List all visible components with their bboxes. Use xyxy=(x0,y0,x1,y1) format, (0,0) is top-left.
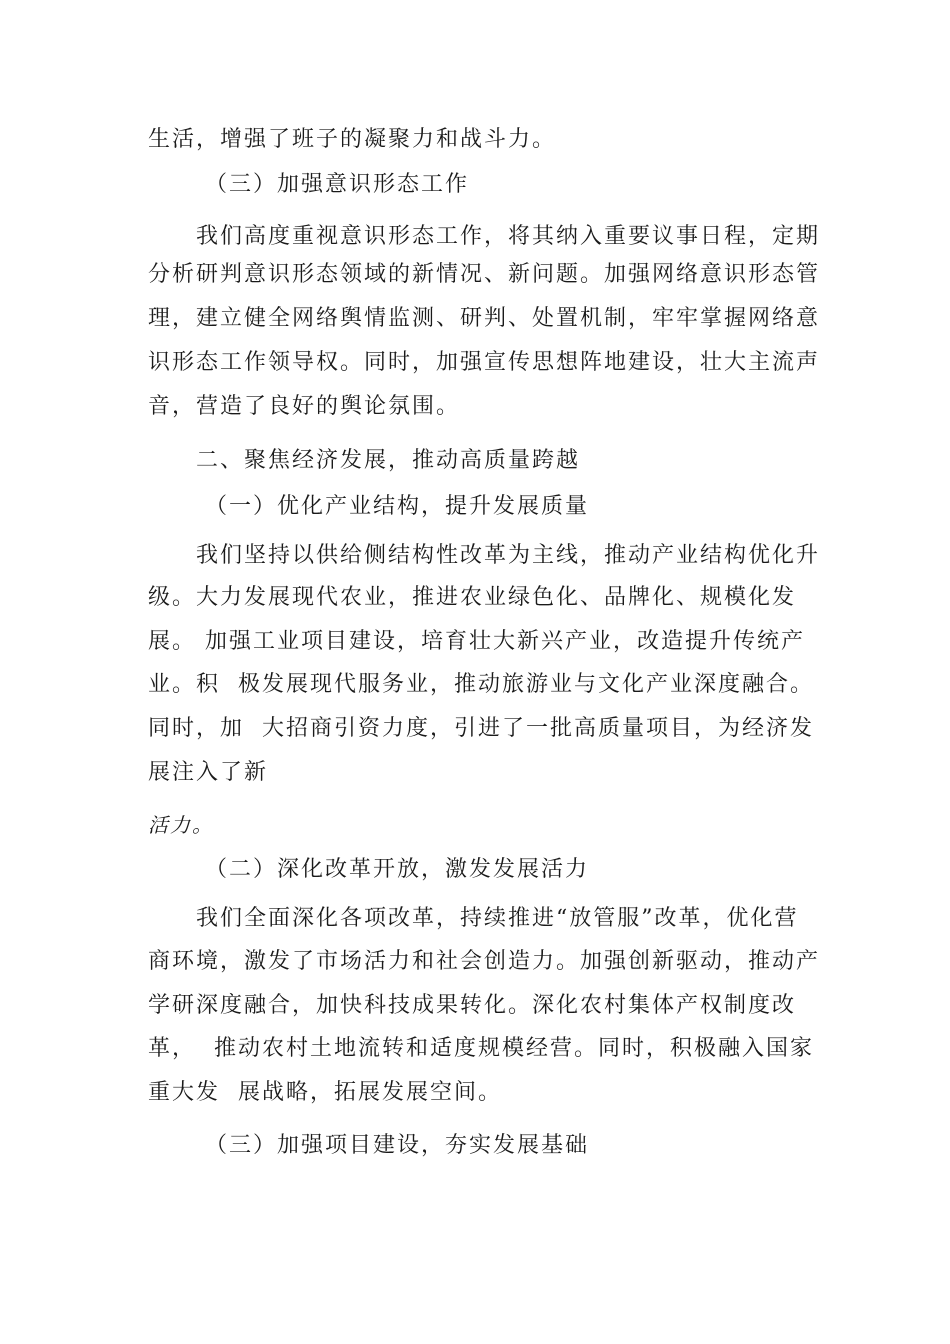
subheading-2: （二）深化改革开放，激发发展活力 xyxy=(205,857,590,882)
subheading-3: （三）加强意识形态工作 xyxy=(205,172,470,197)
section-heading-2: 二、聚焦经济发展，推动高质量跨越 xyxy=(196,448,581,473)
text-line-12: 展。 加强工业项目建设，培育壮大新兴产业，改造提升传统产 xyxy=(148,629,805,654)
text-line-3: 我们高度重视意识形态工作，将其纳入重要议事日程，定期 xyxy=(196,224,821,249)
text-line-4: 分析研判意识形态领域的新情况、新问题。加强网络意识形态管 xyxy=(148,262,821,287)
text-line-6: 识形态工作领导权。同时，加强宣传思想阵地建设，壮大主流声 xyxy=(148,350,821,375)
text-line-14: 同时，加 大招商引资力度，引进了一批高质量项目，为经济发 xyxy=(148,716,814,741)
text-line-18: 我们全面深化各项改革，持续推进“放管服”改革，优化营 xyxy=(196,906,799,931)
text-line-19: 商环境，激发了市场活力和社会创造力。加强创新驱动，推动产 xyxy=(148,949,821,974)
text-line-10: 我们坚持以供给侧结构性改革为主线，推动产业结构优化升 xyxy=(196,543,821,568)
subheading-3b: （三）加强项目建设，夯实发展基础 xyxy=(205,1133,590,1158)
text-line-1: 生活，增强了班子的凝聚力和战斗力。 xyxy=(148,127,557,152)
text-line-21: 革， 推动农村土地流转和适度规模经营。同时，积极融入国家 xyxy=(148,1036,814,1061)
text-line-16: 活力。 xyxy=(148,813,214,837)
text-line-11: 级。大力发展现代农业，推进农业绿色化、品牌化、规模化发 xyxy=(148,585,797,610)
text-line-15: 展注入了新 xyxy=(148,760,269,785)
subheading-1: （一）优化产业结构，提升发展质量 xyxy=(205,494,590,519)
text-line-22: 重大发 展战略，拓展发展空间。 xyxy=(148,1080,502,1105)
text-line-13: 业。积 极发展现代服务业，推动旅游业与文化产业深度融合。 xyxy=(148,672,814,697)
text-line-5: 理，建立健全网络舆情监测、研判、处置机制，牢牢掌握网络意 xyxy=(148,306,821,331)
text-line-7: 音，营造了良好的舆论氛围。 xyxy=(148,394,461,419)
text-line-20: 学研深度融合，加快科技成果转化。深化农村集体产权制度改 xyxy=(148,993,797,1018)
